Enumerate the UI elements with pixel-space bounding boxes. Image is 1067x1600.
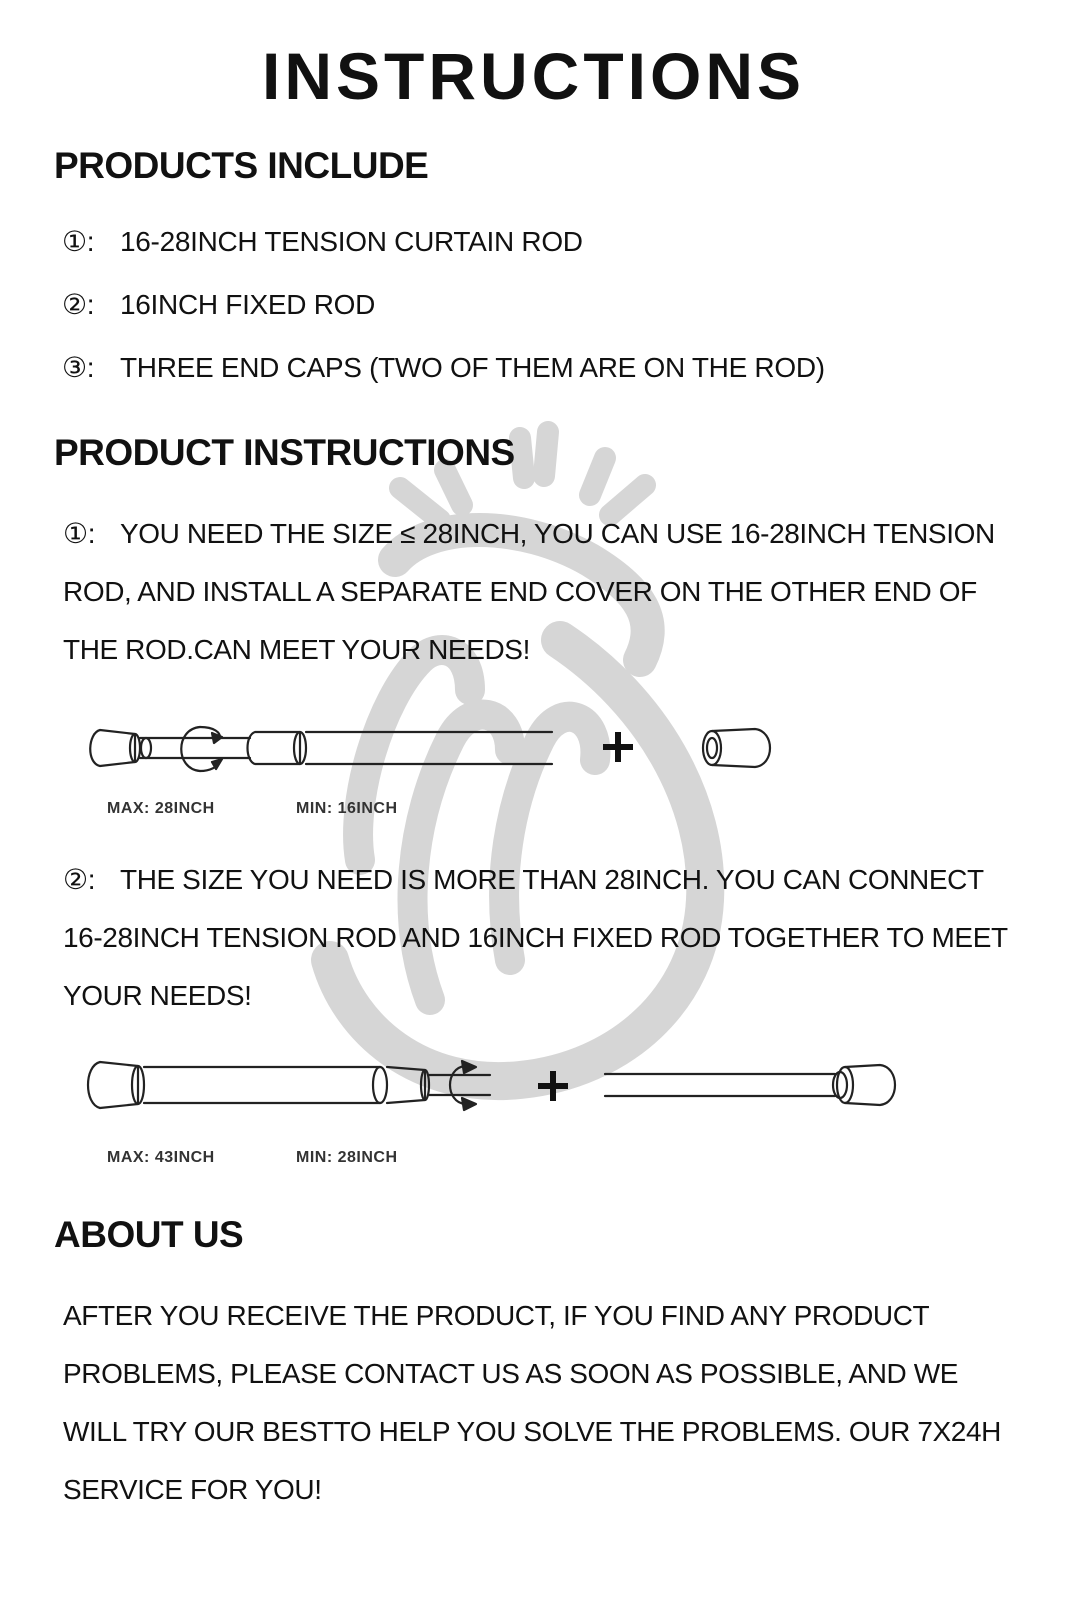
- end-cap-icon: [703, 729, 770, 767]
- step-2-text: [63, 851, 1023, 1025]
- step-1-text: [63, 505, 1023, 679]
- list-item: [62, 225, 583, 258]
- tension-rod-diagram: [0, 715, 1067, 785]
- list-marker: ①:: [62, 226, 95, 257]
- step-marker: ②:: [63, 864, 96, 895]
- plus-icon: [538, 1071, 568, 1101]
- max-length-label: MAX: 43INCH: [107, 1149, 215, 1166]
- step-marker: ①:: [63, 518, 96, 549]
- about-us-heading: ABOUT US: [54, 1214, 244, 1255]
- min-length-label: MIN: 16INCH: [296, 800, 398, 817]
- list-item: [62, 288, 375, 321]
- product-instructions-heading: PRODUCT INSTRUCTIONS: [54, 432, 515, 473]
- list-marker: ③:: [62, 352, 95, 383]
- list-item-text: 16INCH FIXED ROD: [120, 289, 376, 320]
- list-item-text: THREE END CAPS (TWO OF THEM ARE ON THE ROD): [120, 352, 825, 383]
- fixed-rod-icon: [605, 1065, 895, 1105]
- list-item: [62, 351, 825, 384]
- products-include-heading: PRODUCTS INCLUDE: [54, 145, 429, 186]
- step-1-body: YOU NEED THE SIZE ≤ 28INCH, YOU CAN USE 16-28INCH TENSION ROD, AND INSTALL A SEPARATE END COVER ON THE OTHER END OF THE ROD.CAN MEET YOUR NEEDS!: [63, 518, 995, 665]
- list-marker: ②:: [62, 289, 95, 320]
- connected-rod-diagram: [0, 1050, 1067, 1120]
- page-title: INSTRUCTIONS: [262, 39, 805, 113]
- max-length-label: MAX: 28INCH: [107, 800, 215, 817]
- min-length-label: MIN: 28INCH: [296, 1149, 398, 1166]
- about-us-text: AFTER YOU RECEIVE THE PRODUCT, IF YOU FIND ANY PRODUCT PROBLEMS, PLEASE CONTACT US AS SOON AS POSSIBLE, AND WE WILL TRY OUR BESTTO HELP YOU SOLVE THE PROBLEMS. OUR 7X24H SERVICE FOR YOU!: [63, 1300, 1001, 1505]
- plus-icon: [603, 732, 633, 762]
- step-2-body: THE SIZE YOU NEED IS MORE THAN 28INCH. YOU CAN CONNECT 16-28INCH TENSION ROD AND 16INCH FIXED ROD TOGETHER TO MEET YOUR NEEDS!: [63, 864, 1008, 1011]
- list-item-text: 16-28INCH TENSION CURTAIN ROD: [120, 226, 583, 257]
